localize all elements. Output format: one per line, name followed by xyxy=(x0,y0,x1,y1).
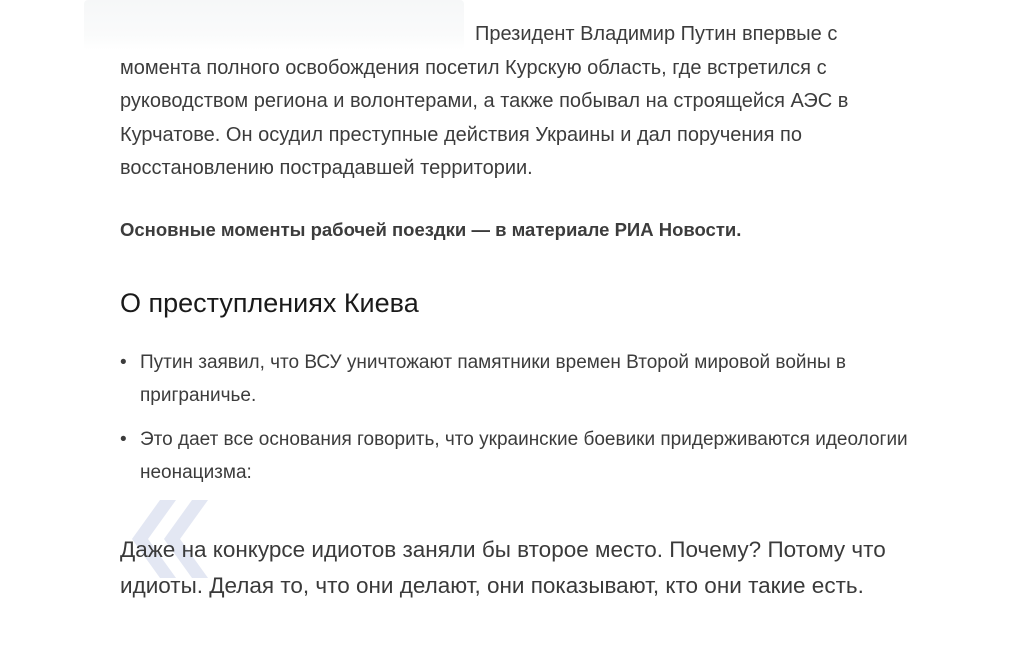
lead-paragraph: Президент Владимир Путин впервые с момента полного освобождения посетил Курскую область, где встретился с руководством региона и волонтерами, а также побывал на строящейся АЭС в Курчатове. Он осудил преступные действия Украины и дал поручения по восстановлению пострадавшей территории. xyxy=(120,23,849,179)
bullet-dot-icon: • xyxy=(120,351,127,373)
quote-text: Даже на конкурсе идиотов заняли бы второе место. Почему? Потому что идиоты. Делая то, что они делают, они показывают, кто они такие есть. xyxy=(120,537,886,598)
article-body xyxy=(120,18,920,500)
list-item-text: Путин заявил, что ВСУ уничтожают памятники времен Второй мировой войны в приграничье. xyxy=(140,351,847,406)
blockquote xyxy=(120,496,920,604)
bullet-list xyxy=(120,346,920,490)
list-item xyxy=(120,346,930,413)
section-heading: О преступлениях Киева xyxy=(120,287,419,318)
summary-line: Основные моменты рабочей поездки — в материале РИА Новости. xyxy=(120,218,742,240)
bullet-dot-icon: • xyxy=(120,428,127,450)
list-item-text: Это дает все основания говорить, что украинские боевики придерживаются идеологии неонацизма: xyxy=(140,428,908,483)
list-item xyxy=(120,423,930,490)
